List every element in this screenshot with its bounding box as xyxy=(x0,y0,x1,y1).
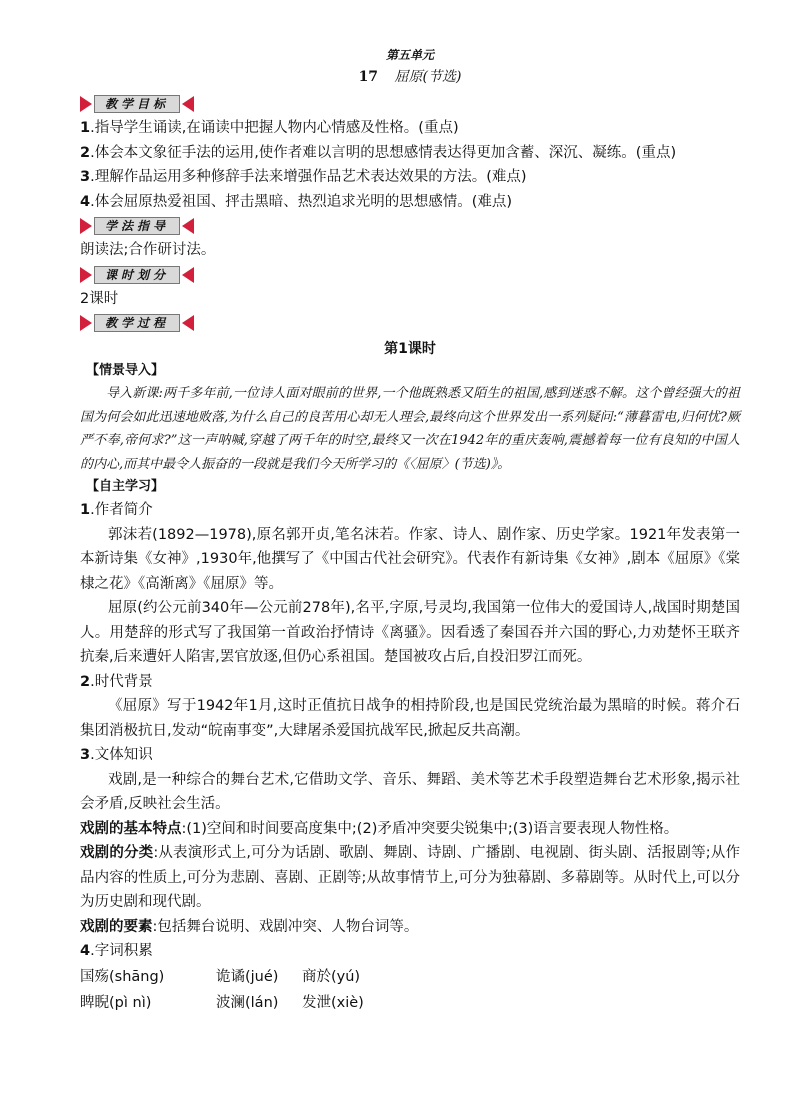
lesson-number: 17 xyxy=(358,69,379,85)
vocab-word: 诡谲(jué) xyxy=(216,968,279,985)
quyuan-paragraph: 屈原(约公元前340年—公元前278年),名平,字原,号灵均,我国第一位伟大的爱国诗人,战国时期楚国人。用楚辞的形式写了我国第一首政治抒情诗《离骚》。因看透了秦国吞并六国的野心,力劝楚怀王联齐抗秦,后来遭奸人陷害,罢官放逐,但仍心系祖国。楚国被攻占后,自投汨罗江而死。 xyxy=(80,600,740,665)
background-paragraph: 《屈原》写于1942年1月,这时正值抗日战争的相持阶段,也是国民党统治最为黑暗的时候。蒋介石集团消极抗日,发动“皖南事变”,大肆屠杀爱国抗战军民,掀起反共高潮。 xyxy=(80,698,740,739)
vocab-word: 波澜(lán) xyxy=(216,994,279,1011)
genre-paragraph: 戏剧,是一种综合的舞台艺术,它借助文学、音乐、舞蹈、美术等艺术手段塑造舞台艺术形象,揭示社会矛盾,反映社会生活。 xyxy=(80,771,740,812)
goal-item: 3.理解作品运用多种修辞手法来增强作品艺术表达效果的方法。(难点) xyxy=(80,169,527,185)
goals-banner xyxy=(80,93,740,115)
genre-features: 戏剧的基本特点:(1)空间和时间要高度集中;(2)矛盾冲突要尖锐集中;(3)语言要表现人物性格。 xyxy=(80,820,679,837)
vocab-grid xyxy=(80,964,740,1016)
method-text: 朗读法;合作研讨法。 xyxy=(80,242,216,258)
intro-heading: 【情景导入】 xyxy=(86,363,165,378)
process-banner-label: 教学过程 xyxy=(94,314,180,332)
arrow-left-icon xyxy=(182,96,194,112)
genre-types: 戏剧的分类:从表演形式上,可分为话剧、歌剧、舞剧、诗剧、广播剧、电视剧、街头剧、活报剧等;从作品内容的性质上,可分为悲剧、喜剧、正剧等;从故事情节上,可分为独幕剧、多幕剧等。从时代上,可以分为历史剧和现代剧。 xyxy=(80,845,740,910)
intro-paragraph: 导入新课:两千多年前,一位诗人面对眼前的世界,一个他既熟悉又陌生的祖国,感到迷惑不解。这个曾经强大的祖国为何会如此迅速地败落,为什么自己的良苦用心却无人理会,最终向这个世界发出一系列疑问:“薄暮雷电,归何忧?厥严不奉,帝何求?”这一声呐喊,穿越了两千年的时空,最终又一次在1942年的重庆轰响,震撼着每一位有良知的中国人的内心,而其中最令人振奋的一段就是我们今天所学习的《〈屈原〉(节选)》。 xyxy=(80,386,740,472)
arrow-left-icon xyxy=(182,315,194,331)
goal-item: 1.指导学生诵读,在诵读中把握人物内心情感及性格。(重点) xyxy=(80,120,459,136)
lesson-title xyxy=(80,66,740,92)
hours-banner xyxy=(80,264,740,286)
unit-title: 第五单元 xyxy=(385,48,434,62)
document-page xyxy=(80,40,740,1016)
goal-item: 2.体会本文象征手法的运用,使作者难以言明的思想感情表达得更加含蓄、深沉、凝练。(重点) xyxy=(80,144,677,161)
genre-elements: 戏剧的要素:包括舞台说明、戏剧冲突、人物台词等。 xyxy=(80,918,419,935)
arrow-right-icon xyxy=(80,96,92,112)
author-heading: 1.作者简介 xyxy=(80,502,153,518)
arrow-left-icon xyxy=(182,267,194,283)
background-heading: 2.时代背景 xyxy=(80,673,153,690)
session-title: 第1课时 xyxy=(384,341,436,357)
arrow-right-icon xyxy=(80,267,92,283)
vocab-word: 睥睨(pì nì) xyxy=(80,994,152,1011)
genre-heading: 3.文体知识 xyxy=(80,747,153,763)
author-paragraph: 郭沫若(1892—1978),原名郭开贞,笔名沫若。作家、诗人、剧作家、历史学家。1921年发表第一本新诗集《女神》,1930年,他撰写了《中国古代社会研究》。代表作有新诗集《女神》,剧本《屈原》《棠棣之花》《高渐离》《屈原》等。 xyxy=(80,526,740,592)
hours-text: 2课时 xyxy=(80,290,119,307)
arrow-left-icon xyxy=(182,218,194,234)
vocab-word: 国殇(shāng) xyxy=(80,968,165,985)
vocab-word: 发泄(xiè) xyxy=(302,994,364,1011)
vocab-heading: 4.字词积累 xyxy=(80,943,153,959)
process-banner xyxy=(80,312,740,334)
goal-item: 4.体会屈原热爱祖国、抨击黑暗、热烈追求光明的思想感情。(难点) xyxy=(80,193,513,210)
method-banner xyxy=(80,215,740,237)
lesson-name: 屈原(节选) xyxy=(394,69,462,85)
goals-banner-label: 教学目标 xyxy=(94,95,180,113)
self-study-heading: 【自主学习】 xyxy=(86,479,165,494)
hours-banner-label: 课时划分 xyxy=(94,266,180,284)
vocab-word: 商於(yú) xyxy=(302,968,361,985)
method-banner-label: 学法指导 xyxy=(94,217,180,235)
arrow-right-icon xyxy=(80,218,92,234)
arrow-right-icon xyxy=(80,315,92,331)
